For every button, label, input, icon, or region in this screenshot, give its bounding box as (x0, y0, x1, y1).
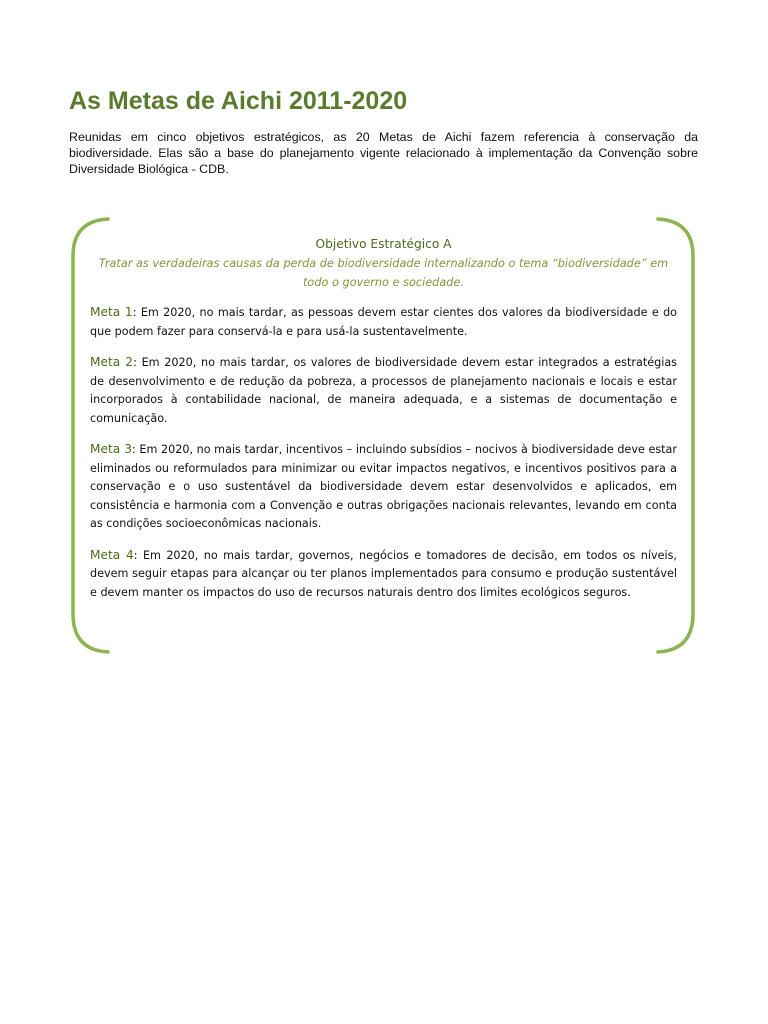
meta-label: Meta 2 (90, 355, 134, 369)
meta-text: Em 2020, no mais tardar, governos, negócios e tomadores de decisão, em todos os níveis, devem seguir etapas para alcançar ou ter planos implementados para consumo e produção sustentável e devem manter os impactos do uso de recursos naturais dentro dos limites ecológicos seguros. (90, 548, 677, 599)
page-title: As Metas de Aichi 2011-2020 (69, 87, 408, 115)
intro-paragraph: Reunidas em cinco objetivos estratégicos, as 20 Metas de Aichi fazem referencia à conservação da biodiversidade. Elas são a base do planejamento vigente relacionado à implementação da Convenção sobre Diversidade Biológica - CDB. (69, 130, 698, 176)
meta-separator: : (133, 356, 142, 369)
meta-item (90, 440, 677, 534)
meta-item (90, 303, 677, 341)
meta-text: Em 2020, no mais tardar, os valores de biodiversidade devem estar integrados a estratégias de desenvolvimento e de redução da pobreza, a processos de planejamento nacionais e locais e estar incorporados à contabilidade nacional, de maneira adequada, e a sistemas de documentação e comunicação. (90, 356, 678, 425)
meta-text: Em 2020, no mais tardar, incentivos – incluindo subsídios – nocivos à biodiversidade deve estar eliminados ou reformulados para minimizar ou evitar impactos negativos, e incentivos positivos para a conservação e o uso sustentável da biodiversidade devem estar desenvolvidos e aplicados, em consistência e harmonia com a Convenção e outras obrigações nacionais relevantes, levando em conta as condições socioeconômicas nacionais. (90, 443, 678, 530)
meta-item (90, 353, 677, 428)
meta-separator: : (132, 306, 141, 319)
objective-content (90, 232, 677, 602)
meta-label: Meta 4 (90, 547, 134, 562)
meta-text: Em 2020, no mais tardar, as pessoas devem estar cientes dos valores da biodiversidade e do que podem fazer para conservá-la e para usá-la sustentavelmente. (90, 306, 678, 338)
objective-subtitle: Tratar as verdadeiras causas da perda de biodiversidade internalizando o tema “biodiversidade” em todo o governo e sociedade. (98, 257, 669, 289)
meta-label: Meta 3 (90, 442, 132, 456)
metas-list (90, 303, 677, 602)
objective-title: Objetivo Estratégico A (315, 237, 452, 251)
meta-label: Meta 1 (90, 305, 133, 319)
meta-item (90, 546, 677, 603)
meta-separator: : (131, 443, 140, 456)
meta-separator: : (133, 548, 143, 562)
